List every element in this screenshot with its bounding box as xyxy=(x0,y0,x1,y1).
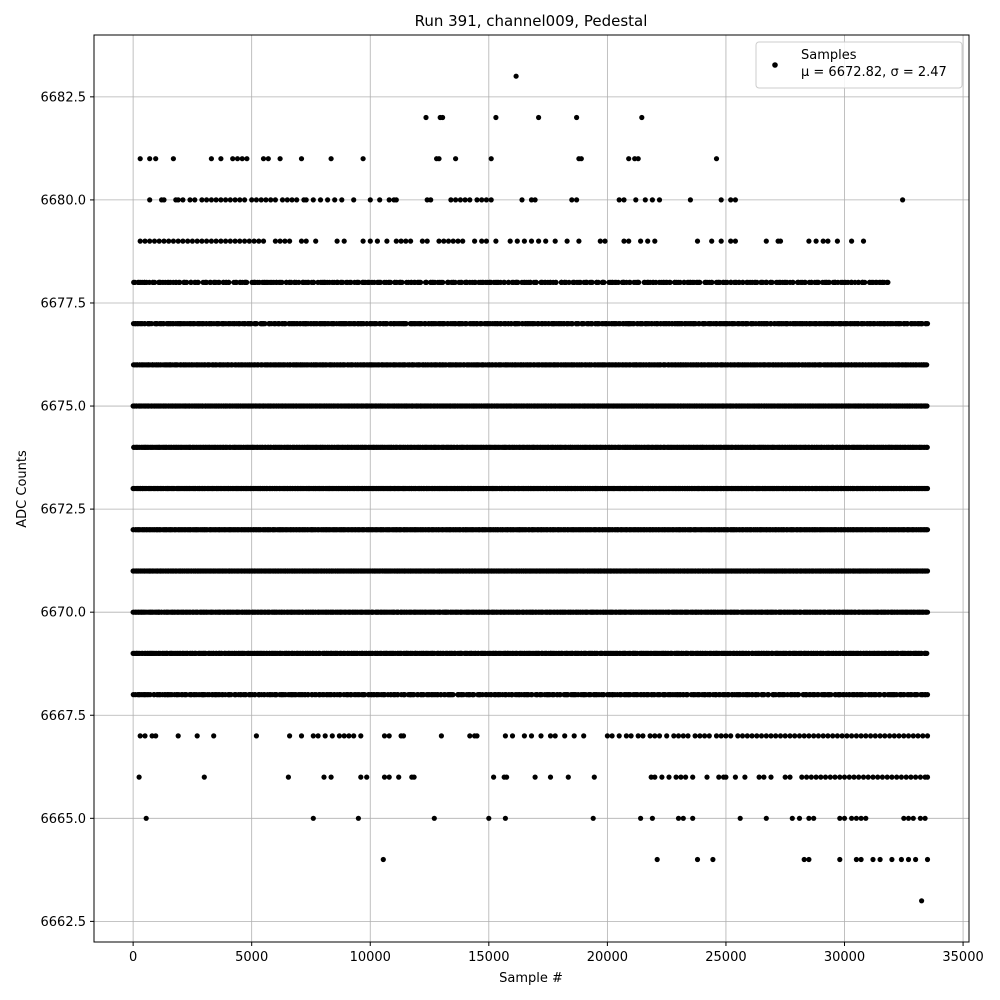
data-point xyxy=(375,239,380,244)
data-point xyxy=(479,197,484,202)
data-point xyxy=(152,239,157,244)
data-point xyxy=(180,239,185,244)
data-point xyxy=(441,239,446,244)
data-point xyxy=(626,156,631,161)
data-point xyxy=(249,197,254,202)
data-point xyxy=(242,239,247,244)
data-point xyxy=(242,197,247,202)
data-point xyxy=(643,197,648,202)
data-point xyxy=(289,197,294,202)
data-point xyxy=(161,197,166,202)
data-point xyxy=(361,239,366,244)
data-point xyxy=(287,239,292,244)
data-point xyxy=(925,321,930,326)
data-point xyxy=(594,280,599,285)
data-point xyxy=(508,239,513,244)
data-point xyxy=(347,280,352,285)
data-point xyxy=(325,197,330,202)
data-point xyxy=(440,280,445,285)
data-point xyxy=(351,197,356,202)
data-point xyxy=(650,197,655,202)
data-point xyxy=(861,239,866,244)
data-point xyxy=(361,156,366,161)
data-point xyxy=(199,239,204,244)
data-point xyxy=(529,239,534,244)
data-point xyxy=(601,280,606,285)
data-point xyxy=(821,239,826,244)
data-point xyxy=(885,280,890,285)
data-point xyxy=(463,197,468,202)
data-point xyxy=(553,280,558,285)
data-point xyxy=(263,197,268,202)
data-point xyxy=(190,239,195,244)
data-point xyxy=(733,197,738,202)
data-point xyxy=(218,156,223,161)
data-point xyxy=(235,156,240,161)
data-point xyxy=(688,197,693,202)
data-point xyxy=(226,280,231,285)
data-point xyxy=(273,239,278,244)
data-point xyxy=(436,239,441,244)
data-point xyxy=(420,239,425,244)
data-point xyxy=(299,239,304,244)
data-point xyxy=(862,280,867,285)
data-point xyxy=(214,197,219,202)
data-point xyxy=(574,197,579,202)
data-point xyxy=(639,115,644,120)
data-point xyxy=(900,197,905,202)
data-point xyxy=(287,280,292,285)
data-point xyxy=(636,156,641,161)
data-point xyxy=(304,239,309,244)
data-point xyxy=(199,197,204,202)
data-point xyxy=(455,239,460,244)
data-point xyxy=(147,156,152,161)
data-point xyxy=(339,197,344,202)
data-point xyxy=(399,239,404,244)
data-point xyxy=(728,197,733,202)
data-point xyxy=(460,239,465,244)
data-point xyxy=(223,239,228,244)
data-point xyxy=(273,197,278,202)
data-point xyxy=(228,239,233,244)
data-point xyxy=(515,239,520,244)
data-point xyxy=(228,197,233,202)
data-point xyxy=(636,280,641,285)
data-point xyxy=(368,197,373,202)
data-point xyxy=(543,239,548,244)
data-point xyxy=(728,239,733,244)
data-point xyxy=(709,239,714,244)
data-point xyxy=(536,239,541,244)
data-point xyxy=(259,197,264,202)
data-point xyxy=(719,239,724,244)
data-point xyxy=(598,239,603,244)
data-point xyxy=(214,239,219,244)
data-point xyxy=(519,197,524,202)
data-point xyxy=(714,156,719,161)
data-point xyxy=(387,197,392,202)
data-point xyxy=(230,156,235,161)
data-point xyxy=(453,197,458,202)
data-point xyxy=(621,239,626,244)
data-point xyxy=(138,156,143,161)
data-point xyxy=(479,239,484,244)
data-point xyxy=(166,239,171,244)
data-point xyxy=(192,197,197,202)
data-point xyxy=(209,156,214,161)
data-point xyxy=(514,74,519,79)
data-point xyxy=(565,239,570,244)
data-point xyxy=(252,239,257,244)
data-point xyxy=(602,239,607,244)
data-point xyxy=(652,239,657,244)
data-point xyxy=(384,239,389,244)
data-point xyxy=(697,280,702,285)
data-point xyxy=(489,197,494,202)
data-point xyxy=(209,197,214,202)
data-point xyxy=(161,239,166,244)
data-point xyxy=(814,239,819,244)
data-point xyxy=(719,197,724,202)
data-point xyxy=(826,280,831,285)
data-point xyxy=(806,239,811,244)
data-point xyxy=(377,197,382,202)
data-point xyxy=(313,239,318,244)
data-point xyxy=(247,239,252,244)
data-point xyxy=(484,197,489,202)
data-point xyxy=(553,239,558,244)
data-point xyxy=(138,239,143,244)
data-point xyxy=(218,239,223,244)
data-point xyxy=(576,239,581,244)
data-point xyxy=(925,486,930,491)
data-point xyxy=(244,156,249,161)
data-point xyxy=(237,197,242,202)
data-point xyxy=(392,280,397,285)
data-point xyxy=(255,280,260,285)
data-point xyxy=(233,239,238,244)
data-point xyxy=(790,280,795,285)
data-point xyxy=(446,239,451,244)
data-point xyxy=(278,239,283,244)
data-point xyxy=(501,280,506,285)
data-point xyxy=(278,156,283,161)
data-point xyxy=(533,197,538,202)
data-point xyxy=(218,197,223,202)
data-point xyxy=(489,156,494,161)
data-point xyxy=(451,239,456,244)
data-point xyxy=(764,239,769,244)
data-point xyxy=(240,156,245,161)
data-point xyxy=(304,197,309,202)
data-point xyxy=(428,197,433,202)
data-point xyxy=(185,239,190,244)
data-point xyxy=(195,239,200,244)
data-point xyxy=(268,197,273,202)
data-point xyxy=(171,156,176,161)
data-point xyxy=(425,239,430,244)
data-point xyxy=(237,239,242,244)
data-point xyxy=(474,197,479,202)
data-point xyxy=(448,197,453,202)
data-point xyxy=(311,197,316,202)
data-point xyxy=(408,239,413,244)
data-point xyxy=(579,156,584,161)
data-point xyxy=(657,197,662,202)
data-point xyxy=(458,197,463,202)
data-point xyxy=(223,197,228,202)
data-point xyxy=(294,197,299,202)
data-point xyxy=(493,115,498,120)
data-point xyxy=(633,197,638,202)
data-point xyxy=(436,156,441,161)
data-point xyxy=(423,115,428,120)
data-point xyxy=(695,239,700,244)
data-point xyxy=(147,197,152,202)
data-point xyxy=(778,239,783,244)
data-point xyxy=(157,239,162,244)
data-point xyxy=(835,239,840,244)
data-point xyxy=(329,156,334,161)
data-point xyxy=(733,239,738,244)
data-point xyxy=(209,239,214,244)
data-point xyxy=(204,197,209,202)
data-point xyxy=(484,239,489,244)
data-point xyxy=(534,280,539,285)
data-point xyxy=(924,403,929,408)
data-point xyxy=(282,239,287,244)
data-point xyxy=(318,197,323,202)
data-point xyxy=(453,156,458,161)
data-point xyxy=(924,362,929,367)
data-point xyxy=(467,197,472,202)
data-point xyxy=(536,115,541,120)
data-point xyxy=(667,280,672,285)
data-point xyxy=(403,239,408,244)
data-point xyxy=(299,156,304,161)
data-point xyxy=(244,280,249,285)
data-point xyxy=(394,239,399,244)
data-point xyxy=(925,445,930,450)
data-point xyxy=(645,239,650,244)
data-point xyxy=(440,115,445,120)
data-point xyxy=(472,239,477,244)
data-point xyxy=(335,239,340,244)
data-point xyxy=(233,197,238,202)
data-point xyxy=(280,197,285,202)
data-point xyxy=(638,239,643,244)
data-point xyxy=(342,239,347,244)
data-point xyxy=(204,239,209,244)
data-point xyxy=(825,239,830,244)
data-point xyxy=(261,156,266,161)
data-point xyxy=(196,280,201,285)
data-point xyxy=(142,239,147,244)
data-point xyxy=(332,197,337,202)
data-point xyxy=(254,197,259,202)
data-point xyxy=(171,239,176,244)
data-point xyxy=(621,197,626,202)
data-point xyxy=(176,197,181,202)
data-point xyxy=(187,197,192,202)
data-point xyxy=(176,239,181,244)
data-point xyxy=(285,197,290,202)
data-point xyxy=(261,239,266,244)
data-point xyxy=(574,115,579,120)
data-point xyxy=(180,197,185,202)
data-point xyxy=(266,156,271,161)
data-point xyxy=(256,239,261,244)
data-point xyxy=(617,197,622,202)
data-point xyxy=(493,239,498,244)
data-point xyxy=(368,239,373,244)
data-point xyxy=(849,239,854,244)
data-point xyxy=(626,239,631,244)
data-point xyxy=(418,280,423,285)
data-point xyxy=(569,197,574,202)
data-point xyxy=(394,197,399,202)
data-point xyxy=(153,156,158,161)
data-point xyxy=(522,239,527,244)
data-point xyxy=(147,239,152,244)
data-point xyxy=(802,280,807,285)
